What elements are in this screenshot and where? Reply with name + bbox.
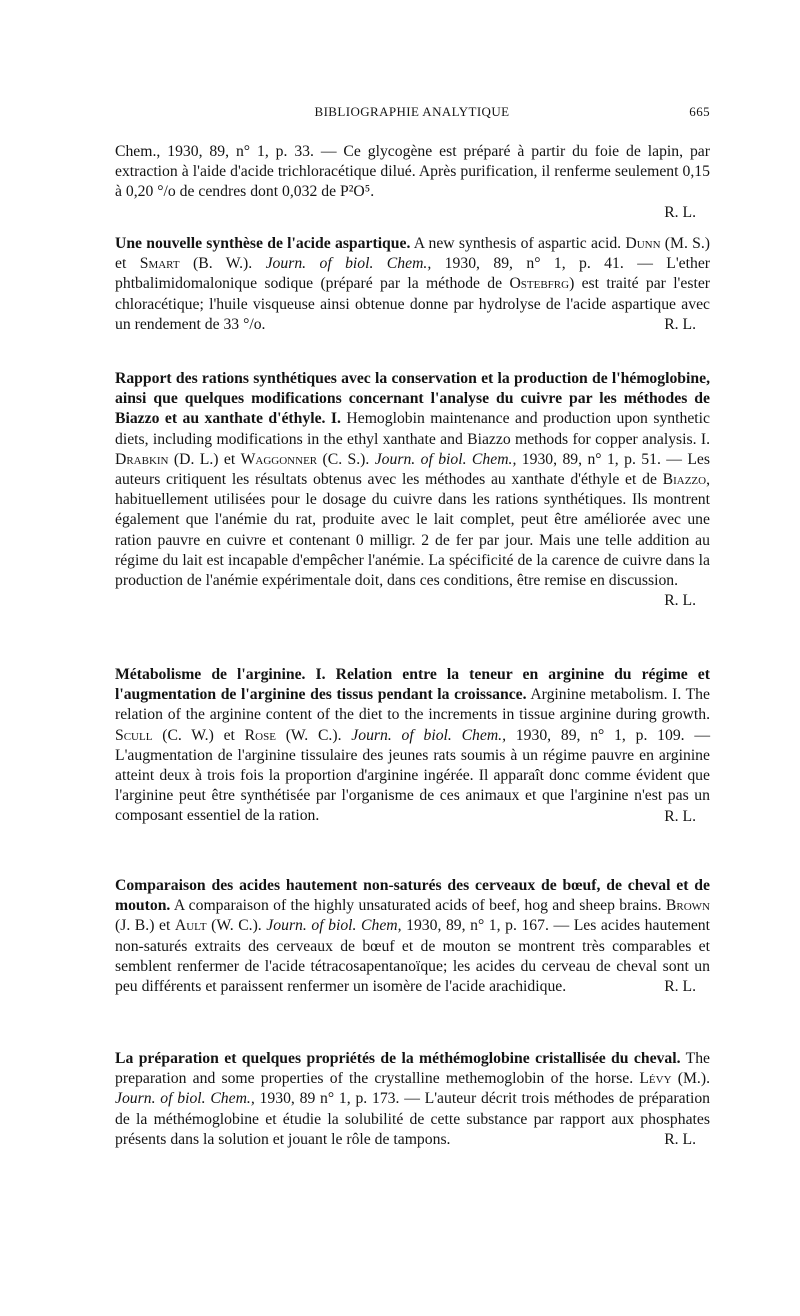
entry-hemoglobin	[115, 369, 710, 611]
author-initials: (W. C.).	[211, 917, 262, 935]
entry-reference: 1930, 89, n° 1, p. 41. — L'ether phtbalimidomalonique sodique (préparé par la méthode de	[115, 255, 711, 293]
author-name: Rose	[244, 726, 276, 744]
entry-reference: 1930, 89, n° 1, p. 167. — Les acides hautement non-saturés extraits des cerveaux de bœuf et de mouton se montrent très comparables et semblent renfermer de l'acide tétracosapentanoïque; les acides du cerveau de cheval sont un peu différents et paraissent renfermer un isomère de l'acide arachidique.	[115, 917, 711, 996]
entry-title: Comparaison des acides hautement non-saturés des cerveaux de bœuf, de cheval et de mouton.	[115, 877, 710, 915]
entry-continuation	[115, 142, 710, 223]
entry-arginine	[115, 665, 710, 827]
entry-signature: R. L.	[664, 316, 696, 334]
journal-name: Journ. of biol. Chem.,	[265, 255, 432, 273]
entry-title: La préparation et quelques propriétés de la méthémoglobine cristallisée du cheval.	[115, 1050, 681, 1067]
author-name: Smart	[139, 255, 180, 273]
author-initials: (M. S.) et	[115, 235, 711, 273]
entry-signature: R. L.	[664, 1131, 696, 1149]
method-author: Biazzo	[662, 471, 707, 489]
author-initials: (B. W.).	[193, 255, 253, 273]
entry-body: ) est traité par l'ester chloracétique; l'huile visqueuse ainsi obtenue donne par hydrolyse de l'acide aspartique avec un rendement de 33 °/o.	[115, 275, 711, 333]
entry-english-title: The preparation and some properties of the crystalline methemoglobin of the horse.	[115, 1050, 711, 1088]
entry-reference: 1930, 89 n° 1, p. 173. — L'auteur décrit trois méthodes de préparation de la méthémoglobine et étudie la solubilité de cette substance par rapport aux phosphates présents dans la solution et jouant le rôle de tampons.	[115, 1090, 711, 1148]
entry-body: , habituellement utilisées pour le dosage du cuivre dans les rations synthétiques. Ils montrent également que l'anémie du rat, produite avec le lait complet, peut être améliorée avec une ration pauvre en cuivre et contenant 0 milligr. 2 de fer par jour. Mais une telle addition au régime du lait est incapable d'empêcher l'anémie. La spécificité de la carence de cuivre dans la production de l'anémie expérimentale doit, dans ces conditions, être remise en discussion.	[115, 471, 710, 590]
author-initials: (C. S.).	[322, 450, 370, 468]
page-number: 665	[689, 104, 710, 119]
entry-signature: R. L.	[664, 807, 696, 825]
entry-english-title: A new synthesis of aspartic acid.	[413, 235, 622, 252]
entry-reference: 1930, 89, n° 1, p. 51. — Les auteurs critiquent les résultats obtenus avec les méthodes au xanthate d'éthyle et de	[115, 450, 710, 489]
author-initials: (M.).	[677, 1070, 710, 1088]
author-name: Brown	[665, 897, 710, 915]
method-author: Ostebfrg	[509, 275, 570, 293]
entry-brain-acids	[115, 876, 710, 997]
entry-reference: 1930, 89, n° 1, p. 109. — L'augmentation de l'arginine tissulaire des jeunes rats soumis à un régime pauvre en arginine atteint deux à trois fois la proportion d'arginine ingérée. Il apparaît donc comme évident que l'arginine peut être synthétisée par l'organisme de ces animaux et que l'arginine n'est pas un composant essentiel de la ration.	[115, 726, 711, 825]
author-initials: (J. B.) et	[115, 917, 171, 935]
entry-title: Métabolisme de l'arginine. I. Relation entre la teneur en arginine du régime et l'augmentation de l'arginine des tissus pendant la croissance.	[115, 666, 710, 704]
entry-aspartic-acid	[115, 234, 710, 335]
journal-name: Journ. of biol. Chem.,	[374, 450, 517, 468]
entry-english-title: A comparaison of the highly unsaturated acids of beef, hog and sheep brains.	[173, 897, 662, 915]
entry-signature: R. L.	[664, 203, 696, 221]
entry-text: Chem., 1930, 89, n° 1, p. 33. — Ce glycogène est préparé à partir du foie de lapin, par extraction à l'aide d'acide trichloracétique dilué. Après purification, il renferme seulement 0,15 à 0,20 °/o de cendres dont 0,032 de P²O⁵.	[115, 143, 710, 201]
running-title: BIBLIOGRAPHIE ANALYTIQUE	[314, 104, 510, 119]
entry-methemoglobin	[115, 1049, 710, 1150]
entry-english-title: Arginine metabolism. I. The relation of the arginine content of the diet to the increments in tissue arginine during growth.	[115, 686, 710, 724]
journal-name: Journ. of biol. Chem.,	[351, 726, 507, 744]
author-name: Ault	[174, 917, 207, 935]
author-initials: (C. W.) et	[162, 726, 235, 744]
entry-signature: R. L.	[664, 978, 696, 996]
journal-name: Journ. of biol. Chem.,	[115, 1090, 255, 1108]
entry-english-title: Hemoglobin maintenance and production upon synthetic diets, including modifications in the ethyl xanthate and Biazzo methods for copper analysis. I.	[115, 410, 710, 448]
journal-name: Journ. of biol. Chem,	[266, 917, 402, 935]
author-name: Dunn	[625, 235, 661, 252]
entry-title: Rapport des rations synthétiques avec la conservation et la production de l'hémoglobine, ainsi que quelques modifications concernant l'analyse du cuivre par les méthodes de Biazzo et au xanthate d'éthyle. I.	[115, 370, 710, 428]
author-name: Waggonner	[240, 450, 318, 468]
author-name: Scull	[115, 726, 153, 744]
entry-signature: R. L.	[664, 592, 696, 610]
author-initials: (D. L.) et	[173, 450, 236, 468]
author-name: Drabkin	[115, 450, 169, 468]
entry-title: Une nouvelle synthèse de l'acide aspartique.	[115, 235, 411, 252]
author-name: Lévy	[639, 1070, 672, 1088]
author-initials: (W. C.).	[285, 726, 342, 744]
